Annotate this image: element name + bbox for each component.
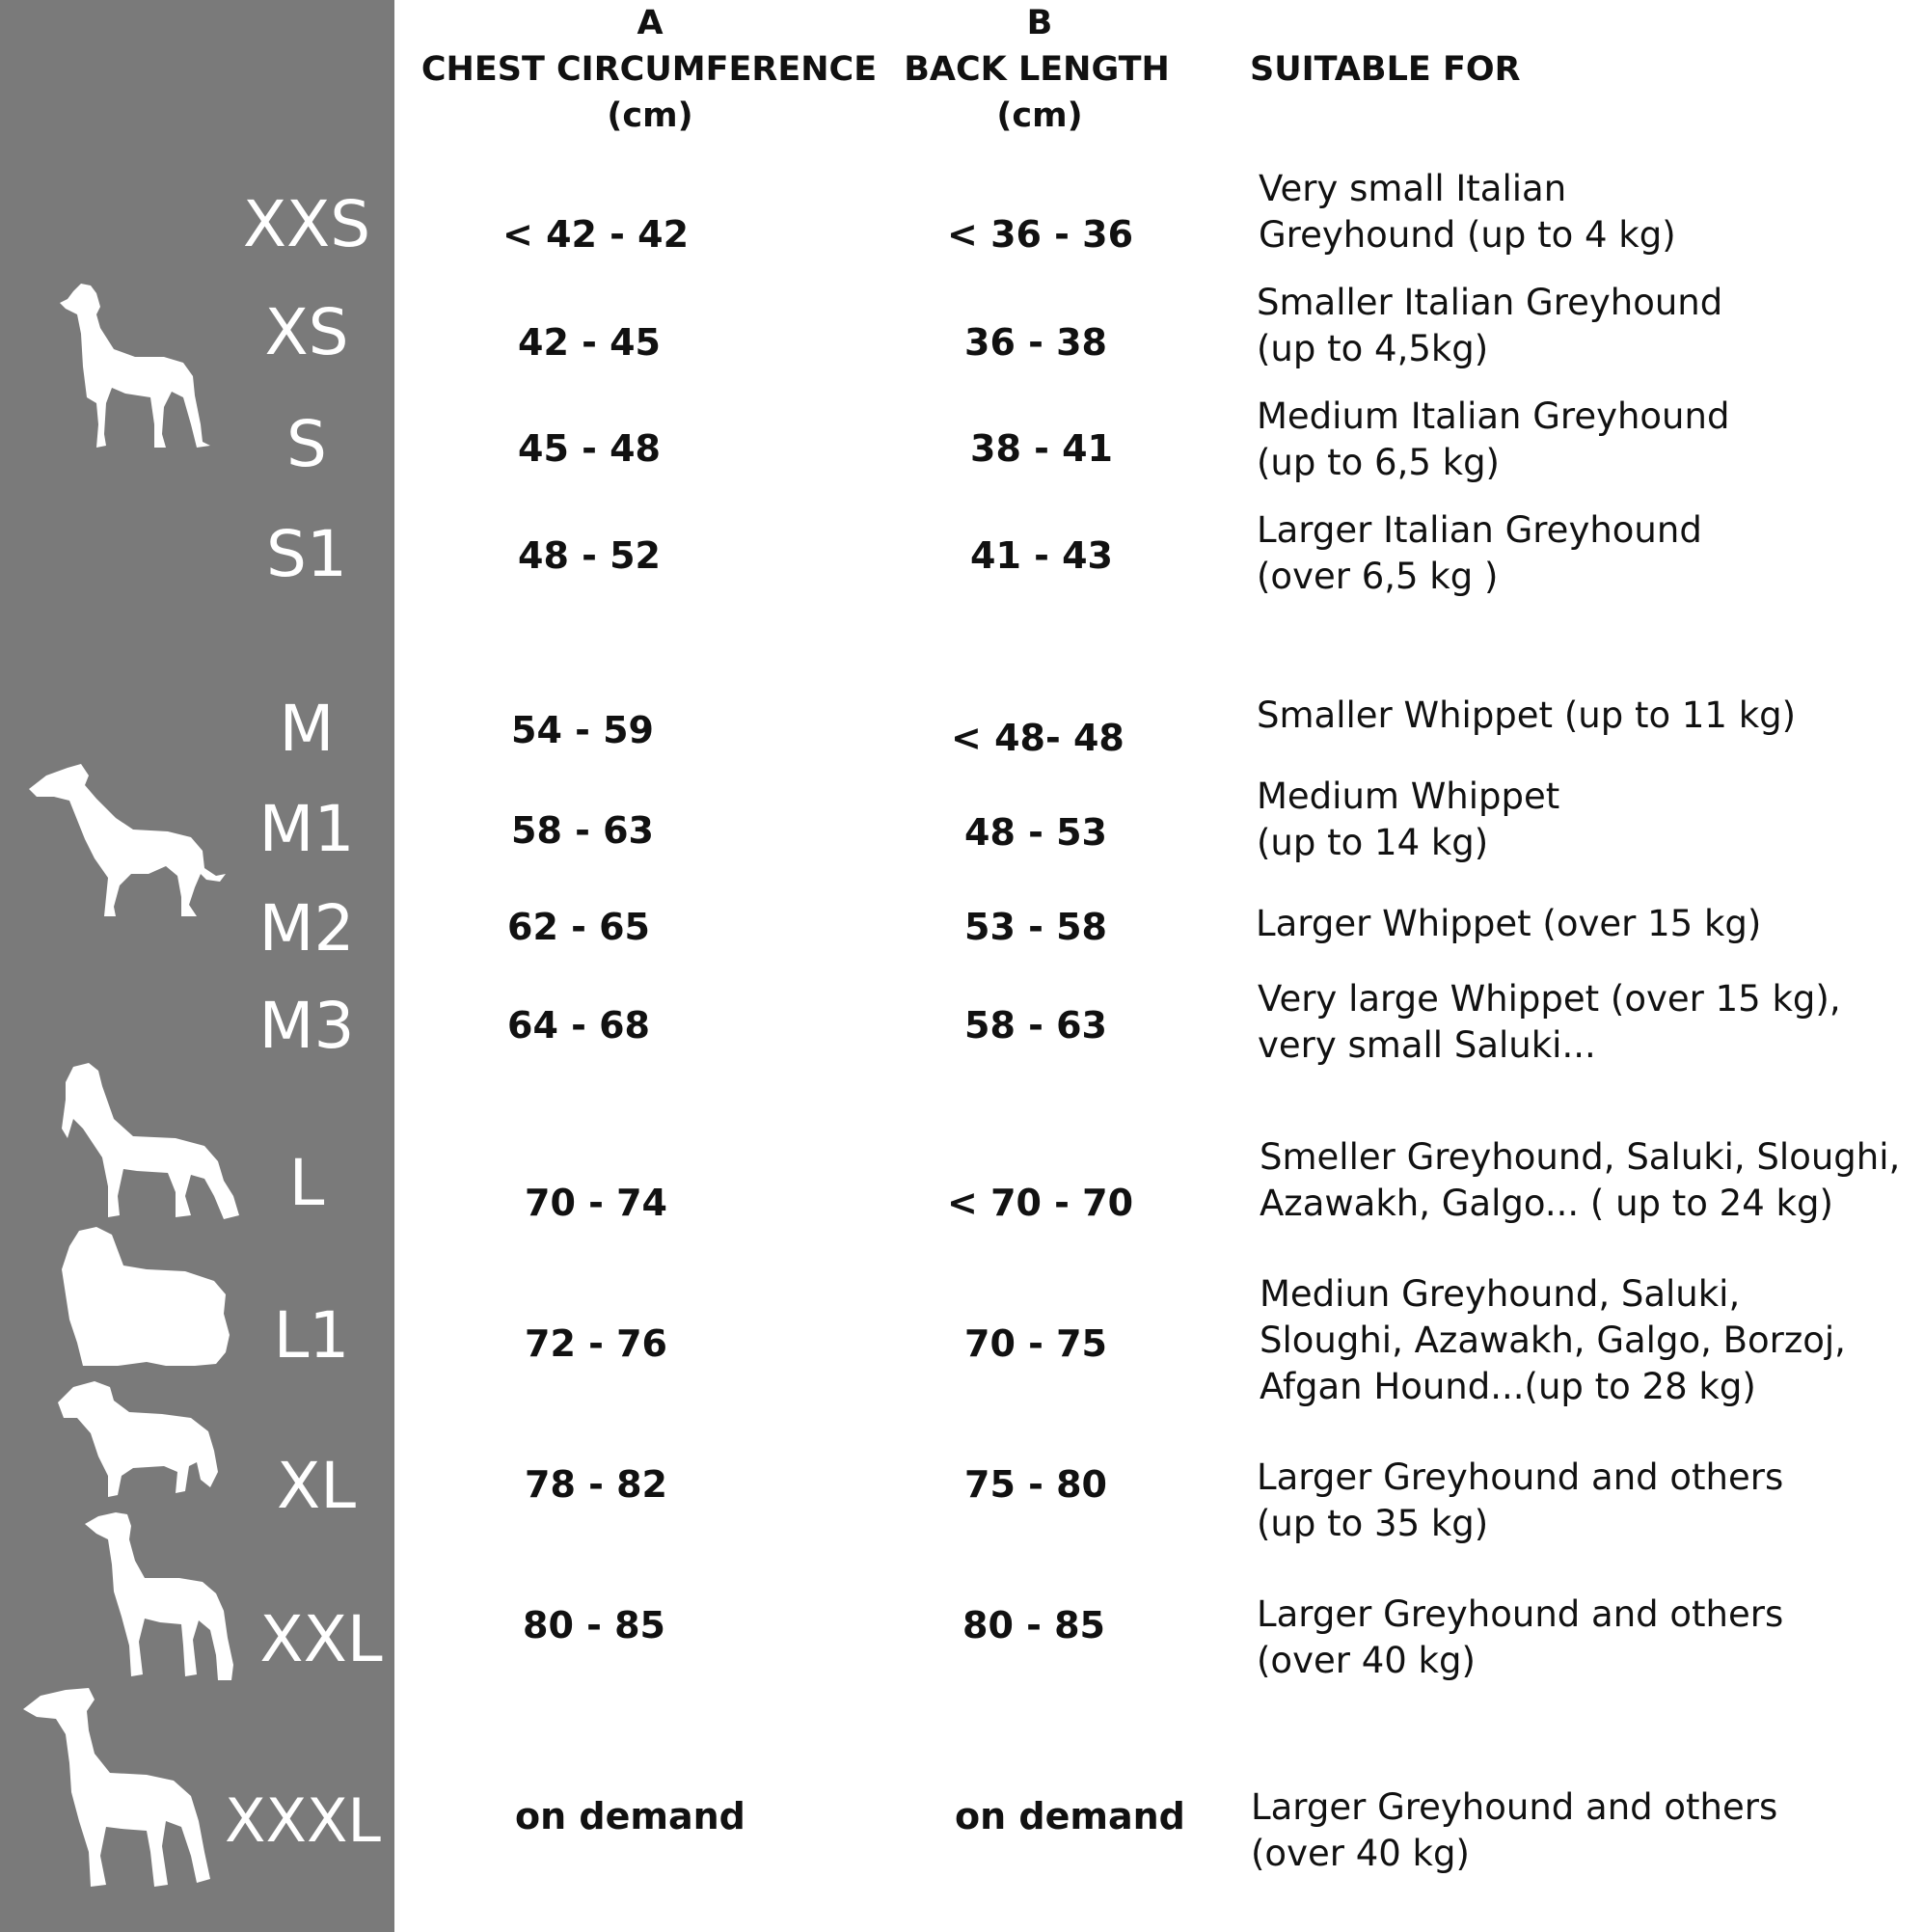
size-label-s1: S1	[266, 517, 347, 591]
borzoi-silhouette	[56, 1379, 220, 1505]
chest-value: 72 - 76	[525, 1322, 667, 1365]
italian-greyhound-silhouette	[58, 280, 217, 453]
suitable-for-text: Smaller Whippet (up to 11 kg)	[1257, 694, 1797, 736]
chest-value: 42 - 45	[518, 321, 661, 364]
chest-value: 70 - 74	[525, 1182, 667, 1224]
large-greyhound-silhouette	[21, 1686, 214, 1893]
back-length-value: 80 - 85	[962, 1604, 1105, 1646]
size-label-s: S	[286, 407, 327, 481]
afghan-hound-silhouette	[60, 1227, 233, 1372]
chest-value: 45 - 48	[518, 427, 661, 470]
suitable-for-text: Medium Whippet (up to 14 kg)	[1257, 776, 1560, 863]
chest-value: 78 - 82	[525, 1463, 667, 1506]
header-a-title: CHEST CIRCUMFERENCE	[420, 50, 878, 89]
back-length-value: 53 - 58	[964, 906, 1107, 948]
back-length-value: 75 - 80	[964, 1463, 1107, 1506]
suitable-for-text: Larger Italian Greyhound (over 6,5 kg )	[1257, 509, 1702, 597]
chest-value: 62 - 65	[507, 906, 650, 948]
chest-value: < 42 - 42	[502, 213, 690, 256]
chest-value: 48 - 52	[518, 534, 661, 577]
size-label-xxl: XXL	[259, 1602, 383, 1676]
suitable-for-text: Smeller Greyhound, Saluki, Sloughi, Azawakh, Galgo... ( up to 24 kg)	[1260, 1136, 1901, 1224]
size-label-m2: M2	[258, 891, 355, 966]
size-label-m1: M1	[258, 792, 355, 866]
chest-value: 80 - 85	[523, 1604, 665, 1646]
back-length-value: 48 - 53	[964, 811, 1107, 854]
size-sidebar	[0, 0, 394, 1932]
chest-value: 58 - 63	[511, 809, 654, 852]
chest-value: 54 - 59	[511, 709, 654, 751]
suitable-for-text: Smaller Italian Greyhound (up to 4,5kg)	[1257, 282, 1723, 369]
back-length-value: 41 - 43	[970, 534, 1113, 577]
header-suitable: SUITABLE FOR	[1250, 50, 1521, 89]
size-label-xxs: XXS	[242, 187, 371, 261]
header-a-unit: (cm)	[607, 96, 693, 135]
size-label-m3: M3	[258, 989, 355, 1063]
suitable-for-text: Larger Whippet (over 15 kg)	[1256, 903, 1762, 944]
suitable-for-text: Very large Whippet (over 15 kg), very small Saluki...	[1258, 978, 1841, 1066]
back-length-value: 70 - 75	[964, 1322, 1107, 1365]
whippet-silhouette	[27, 762, 230, 926]
chest-value: on demand	[515, 1795, 745, 1837]
back-length-value: < 36 - 36	[947, 213, 1134, 256]
size-label-l: L	[288, 1146, 325, 1220]
chest-value: 64 - 68	[507, 1004, 650, 1047]
size-label-xs: XS	[264, 295, 349, 369]
saluki-silhouette	[60, 1061, 243, 1225]
size-label-xxxl: XXXL	[225, 1785, 381, 1856]
size-label-m: M	[279, 692, 335, 766]
back-length-value: < 48- 48	[951, 717, 1125, 759]
suitable-for-text: Larger Greyhound and others (over 40 kg)	[1257, 1593, 1784, 1681]
suitable-for-text: Mediun Greyhound, Saluki, Sloughi, Azawakh, Galgo, Borzoj, Afgan Hound...(up to 28 kg)	[1260, 1273, 1846, 1407]
header-a-letter: A	[637, 4, 664, 42]
suitable-for-text: Larger Greyhound and others (over 40 kg)	[1251, 1786, 1778, 1874]
greyhound-silhouette	[83, 1510, 237, 1684]
header-b-letter: B	[1026, 4, 1053, 42]
suitable-for-text: Very small Italian Greyhound (up to 4 kg)	[1259, 168, 1676, 256]
back-length-value: 38 - 41	[970, 427, 1113, 470]
suitable-for-text: Larger Greyhound and others (up to 35 kg)	[1257, 1456, 1784, 1544]
size-label-xl: XL	[277, 1449, 356, 1523]
size-label-l1: L1	[273, 1298, 350, 1373]
back-length-value: 36 - 38	[964, 321, 1107, 364]
back-length-value: 58 - 63	[964, 1004, 1107, 1047]
suitable-for-text: Medium Italian Greyhound (up to 6,5 kg)	[1257, 395, 1730, 483]
back-length-value: on demand	[955, 1795, 1185, 1837]
header-b-unit: (cm)	[996, 96, 1083, 135]
header-b-title: BACK LENGTH	[904, 50, 1170, 89]
back-length-value: < 70 - 70	[947, 1182, 1134, 1224]
